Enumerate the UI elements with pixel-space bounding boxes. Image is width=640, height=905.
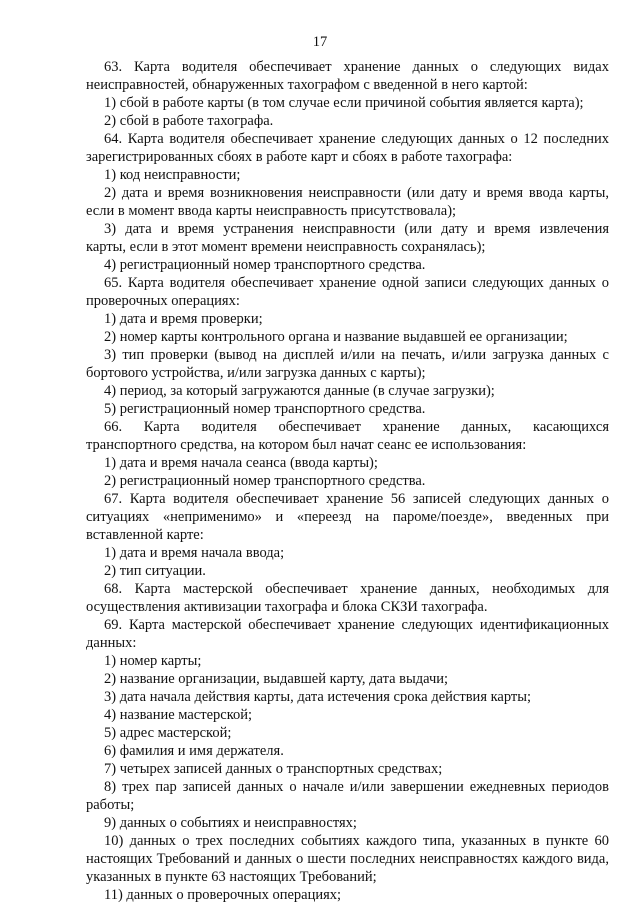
text-line: 2) дата и время возникновения неисправности (или дату и время ввода карты, [104,185,609,201]
paragraph [86,652,609,670]
text-line: 2) сбой в работе тахографа. [104,113,274,129]
text-line: 1) дата и время начала сеанса (ввода карты); [104,455,378,471]
text-line: 64. Карта водителя обеспечивает хранение следующих данных о 12 последних [104,131,609,147]
text-line: 5) регистрационный номер транспортного средства. [104,401,426,417]
text-line: 2) регистрационный номер транспортного средства. [104,473,426,489]
paragraph [86,832,609,886]
text-line: 3) дата и время устранения неисправности (или дату и время извлечения [104,221,609,237]
text-line: 9) данных о событиях и неисправностях; [104,815,357,831]
text-line: настоящих Требований и данных о шести последних неисправностях каждого вида, [86,851,609,867]
text-line: 4) регистрационный номер транспортного средства. [104,257,426,273]
text-line: 66. Карта водителя обеспечивает хранение данных, касающихся [104,419,609,435]
text-line: 3) дата начала действия карты, дата истечения срока действия карты; [104,689,532,705]
text-line: неисправностей, обнаруженных тахографом с введенной в него картой: [86,77,528,93]
text-line: 1) дата и время проверки; [104,311,263,327]
paragraph [86,688,609,706]
text-line: 63. Карта водителя обеспечивает хранение данных о следующих видах [104,59,609,75]
paragraph [86,580,609,616]
text-line: работы; [86,797,135,813]
paragraph [86,490,609,544]
text-line: 1) дата и время начала ввода; [104,545,285,561]
paragraph [86,346,609,382]
text-line: 6) фамилия и имя держателя. [104,743,284,759]
text-line: 4) название мастерской; [104,707,253,723]
text-line: 65. Карта водителя обеспечивает хранение одной записи следующих данных о [104,275,609,291]
paragraph [86,724,609,742]
text-line: данных: [86,635,137,651]
paragraph [86,814,609,832]
text-line: транспортного средства, на котором был начат сеанс ее использования: [86,437,527,453]
paragraph [86,256,609,274]
text-line: 1) номер карты; [104,653,202,669]
paragraph [86,328,609,346]
paragraph [86,706,609,724]
text-line: вставленной карте: [86,527,204,543]
text-line: 67. Карта водителя обеспечивает хранение 56 записей следующих данных о [104,491,609,507]
paragraph [86,130,609,166]
text-line: карты, если в этот момент времени неисправность сохранялась); [86,239,486,255]
text-line: 11) данных о проверочных операциях; [104,887,342,903]
text-line: 1) сбой в работе карты (в том случае если причиной события является карта); [104,95,584,111]
text-line: 4) период, за который загружаются данные (в случае загрузки); [104,383,495,399]
paragraph [86,562,609,580]
paragraph [86,58,609,94]
text-line: 69. Карта мастерской обеспечивает хранение следующих идентификационных [104,617,609,633]
text-line: 3) тип проверки (вывод на дисплей и/или на печать, и/или загрузка данных с [104,347,609,363]
text-line: бортового устройства, и/или загрузка данных с карты); [86,365,426,381]
text-line: осуществления активизации тахографа и блока СКЗИ тахографа. [86,599,488,615]
text-line: 2) название организации, выдавшей карту, дата выдачи; [104,671,449,687]
paragraph [86,220,609,256]
text-line: 7) четырех записей данных о транспортных средствах; [104,761,443,777]
text-line: зарегистрированных сбоях в работе карт и сбоях в работе тахографа: [86,149,513,165]
paragraph [86,310,609,328]
paragraph [86,544,609,562]
paragraph [86,742,609,760]
text-line: проверочных операциях: [86,293,240,309]
paragraph [86,94,609,112]
document-body [86,58,609,904]
paragraph [86,670,609,688]
paragraph [86,418,609,454]
paragraph [86,184,609,220]
paragraph [86,616,609,652]
paragraph [86,760,609,778]
text-line: 10) данных о трех последних событиях каждого типа, указанных в пункте 60 [104,833,609,849]
text-line: 8) трех пар записей данных о начале и/или завершении ежедневных периодов [104,779,609,795]
paragraph [86,886,609,904]
paragraph [86,382,609,400]
text-line: ситуациях «неприменимо» и «переезд на пароме/поезде», введенных при [86,509,609,525]
text-line: 1) код неисправности; [104,167,241,183]
paragraph [86,112,609,130]
text-line: если в момент ввода карты неисправность присутствовала); [86,203,457,219]
paragraph [86,400,609,418]
text-line: указанных в пункте 63 настоящих Требований; [86,869,377,885]
text-line: 5) адрес мастерской; [104,725,232,741]
page-number: 17 [312,34,328,50]
paragraph [86,454,609,472]
text-line: 2) тип ситуации. [104,563,206,579]
paragraph [86,166,609,184]
text-line: 2) номер карты контрольного органа и название выдавшей ее организации; [104,329,568,345]
paragraph [86,472,609,490]
paragraph [86,274,609,310]
text-line: 68. Карта мастерской обеспечивает хранение данных, необходимых для [104,581,609,597]
paragraph [86,778,609,814]
